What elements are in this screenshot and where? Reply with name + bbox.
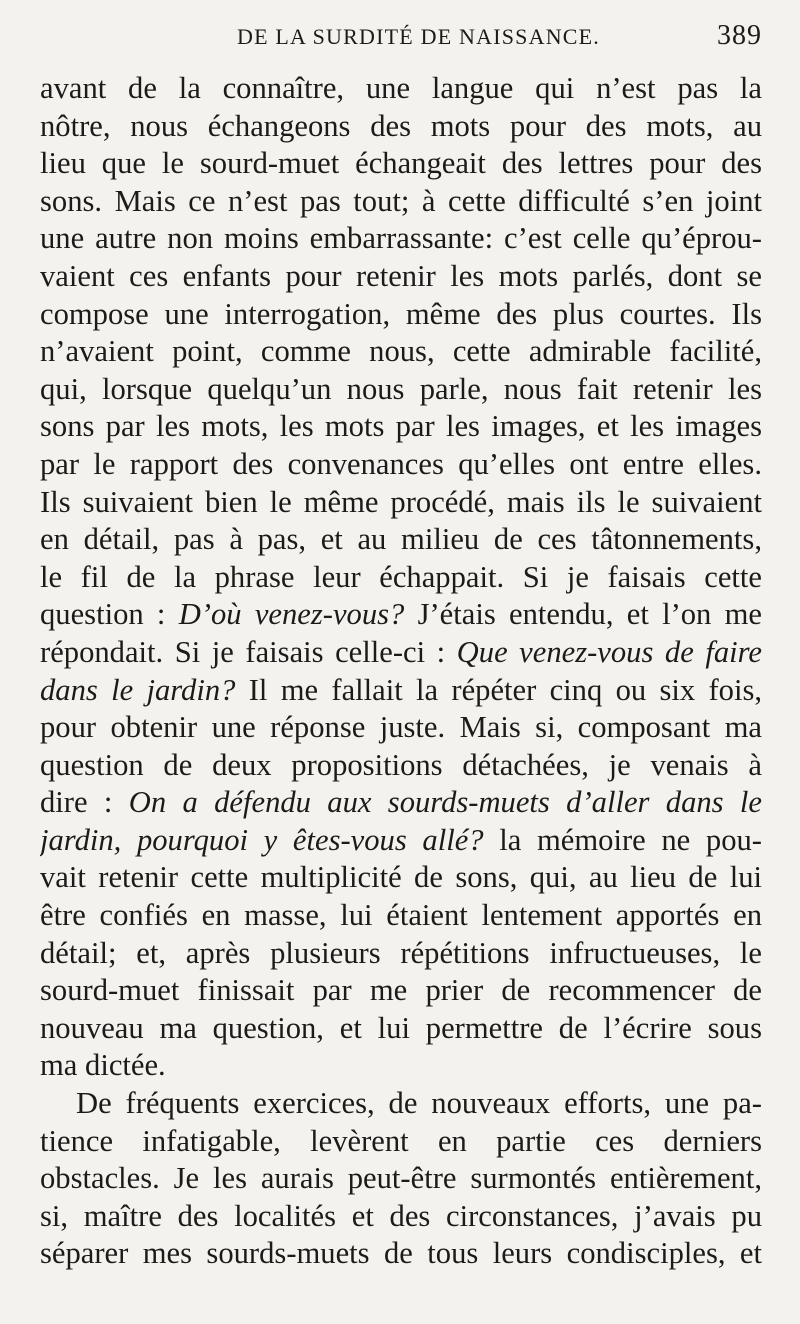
italic-question: On a défendu aux sourds-muets d’aller dans le: [128, 785, 762, 820]
text-line: sons. Mais ce n’est pas tout; à cette difficulté s’en joint: [40, 183, 762, 218]
text-line: par le rapport des convenances qu’elles ont entre elles.: [40, 446, 762, 481]
text-line: être confiés en masse, lui étaient lentement apportés en: [40, 898, 762, 933]
text-line: en détail, pas à pas, et au milieu de ces tâtonnements,: [40, 522, 762, 557]
text-line: nôtre, nous échangeons des mots pour des mots, au: [40, 108, 762, 143]
text-line: ma dictée.: [40, 1048, 166, 1083]
text-line: jardin, pourquoi y êtes-vous allé? la mémoire ne pou-: [40, 822, 762, 857]
italic-question: D’où venez-vous?: [178, 597, 405, 632]
text-line: séparer mes sourds-muets de tous leurs condisciples, et: [40, 1236, 762, 1271]
body-text: [40, 70, 762, 1273]
text-line: détail; et, après plusieurs répétitions infructueuses, le: [40, 935, 762, 970]
text-line: obstacles. Je les aurais peut-être surmontés entièrement,: [40, 1161, 762, 1196]
text-line: tience infatigable, levèrent en partie ces derniers: [40, 1123, 762, 1158]
text-line: pour obtenir une réponse juste. Mais si, composant ma: [40, 710, 762, 745]
text-line: une autre non moins embarrassante: c’est celle qu’éprou-: [40, 221, 762, 256]
text-line: sons par les mots, les mots par les images, et les images: [40, 409, 762, 444]
page-number: 389: [717, 20, 762, 51]
text-line: nouveau ma question, et lui permettre de l’écrire sous: [40, 1010, 762, 1045]
text-line: le fil de la phrase leur échappait. Si je faisais cette: [40, 559, 762, 594]
text-line: De fréquents exercices, de nouveaux efforts, une pa-: [76, 1086, 762, 1121]
running-title: DE LA SURDITÉ DE NAISSANCE.: [236, 24, 600, 49]
text-line: dans le jardin? Il me fallait la répéter cinq ou six fois,: [40, 672, 762, 707]
text-line: sourd-muet finissait par me prier de recommencer de: [40, 973, 762, 1008]
text-line: Ils suivaient bien le même procédé, mais ils le suivaient: [40, 484, 762, 519]
italic-question: dans le jardin?: [40, 672, 236, 707]
text-line: n’avaient point, comme nous, cette admirable facilité,: [40, 334, 762, 369]
text-line: vait retenir cette multiplicité de sons, qui, au lieu de lui: [40, 860, 762, 895]
text-line: compose une interrogation, même des plus courtes. Ils: [40, 296, 762, 331]
text-line: question : D’où venez-vous? J’étais entendu, et l’on me: [40, 597, 762, 632]
text-line: dire : On a défendu aux sourds-muets d’aller dans le: [40, 785, 762, 820]
text-line: question de deux propositions détachées, je venais à: [40, 747, 762, 782]
text-line: lieu que le sourd-muet échangeait des lettres pour des: [40, 146, 762, 181]
running-head: [40, 20, 762, 70]
text-line: qui, lorsque quelqu’un nous parle, nous fait retenir les: [40, 371, 762, 406]
text-line: si, maître des localités et des circonstances, j’avais pu: [40, 1198, 762, 1233]
text-line: vaient ces enfants pour retenir les mots parlés, dont se: [40, 258, 762, 293]
italic-question: Que venez-vous de faire: [456, 634, 762, 669]
text-line: répondait. Si je faisais celle-ci : Que venez-vous de faire: [40, 634, 762, 669]
text-line: avant de la connaître, une langue qui n’est pas la: [40, 71, 762, 105]
italic-question: jardin, pourquoi y êtes-vous allé?: [40, 822, 484, 857]
